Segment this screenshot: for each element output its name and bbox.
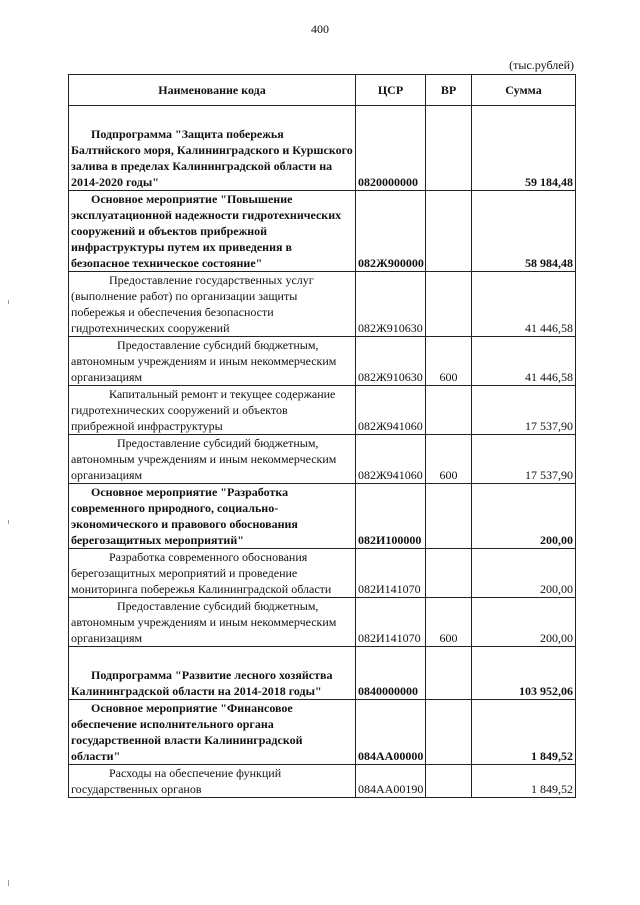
row-csr: 0840000000 (356, 647, 426, 700)
table-row (69, 337, 576, 386)
row-vr (426, 191, 472, 272)
row-name (69, 435, 356, 484)
row-name-text: Основное мероприятие "Финансовое обеспечение исполнительного органа государственной власти Калининградской области" (71, 701, 303, 763)
row-name (69, 191, 356, 272)
row-vr: 600 (426, 337, 472, 386)
row-sum: 1 849,52 (472, 700, 576, 765)
row-name (69, 700, 356, 765)
row-name-text: Предоставление субсидий бюджетным, автономным учреждениям и иным некоммерческим организациям (71, 436, 337, 482)
row-csr: 082Ж941060 (356, 386, 426, 435)
row-name (69, 386, 356, 435)
row-name-text: Основное мероприятие "Разработка современного природного, социально-экономического и правового обоснования берегозащитных мероприятий" (71, 485, 298, 547)
row-sum: 58 984,48 (472, 191, 576, 272)
row-vr (426, 647, 472, 700)
row-csr: 084АА00000 (356, 700, 426, 765)
row-name-text: Основное мероприятие "Повышение эксплуатационной надежности гидротехнических сооружений и объектов прибрежной инфраструктуры путем их приведения в безопасное техническое состояние" (71, 192, 342, 270)
row-csr: 082Ж910630 (356, 337, 426, 386)
row-name (69, 765, 356, 798)
row-vr (426, 700, 472, 765)
table-header-row (69, 75, 576, 106)
table-row (69, 484, 576, 549)
row-sum: 103 952,06 (472, 647, 576, 700)
page-number: 400 (311, 22, 329, 36)
row-name-text: Подпрограмма "Развитие лесного хозяйства Калининградской области на 2014-2018 годы" (71, 668, 333, 698)
row-csr: 082Ж910630 (356, 272, 426, 337)
row-name (69, 598, 356, 647)
row-csr: 082И141070 (356, 549, 426, 598)
row-vr (426, 549, 472, 598)
row-csr: 082Ж941060 (356, 435, 426, 484)
table-row (69, 700, 576, 765)
table-row (69, 549, 576, 598)
table-row (69, 272, 576, 337)
row-sum: 17 537,90 (472, 435, 576, 484)
row-name (69, 647, 356, 700)
row-sum: 200,00 (472, 484, 576, 549)
row-vr: 600 (426, 598, 472, 647)
row-name-text: Предоставление государственных услуг (выполнение работ) по организации защиты побережья и обеспечения безопасности гидротехнических сооружений (71, 273, 314, 335)
row-name-text: Разработка современного обоснования берегозащитных мероприятий и проведение мониторинга побережья Калининградской области (71, 550, 332, 596)
row-vr (426, 386, 472, 435)
row-csr: 084АА00190 (356, 765, 426, 798)
row-name-text: Подпрограмма "Защита побережья Балтийского моря, Калининградского и Куршского залива в пределах Калининградской области на 2014-2020 годы" (71, 127, 353, 189)
row-sum: 17 537,90 (472, 386, 576, 435)
row-name (69, 106, 356, 191)
table-row (69, 386, 576, 435)
row-vr (426, 765, 472, 798)
edge-mark (8, 300, 9, 304)
table-row (69, 435, 576, 484)
row-csr: 082Ж900000 (356, 191, 426, 272)
row-sum: 200,00 (472, 598, 576, 647)
row-sum: 41 446,58 (472, 337, 576, 386)
table-row (69, 765, 576, 798)
units-label: (тыс.рублей) (509, 58, 574, 72)
row-sum: 59 184,48 (472, 106, 576, 191)
edge-mark (8, 520, 9, 524)
row-csr: 082И141070 (356, 598, 426, 647)
table-row (69, 191, 576, 272)
header-name: Наименование кода (69, 75, 356, 106)
row-name (69, 549, 356, 598)
row-csr: 082И100000 (356, 484, 426, 549)
row-name (69, 337, 356, 386)
row-vr: 600 (426, 435, 472, 484)
header-vr: ВР (426, 75, 472, 106)
table-row (69, 598, 576, 647)
edge-mark (8, 880, 9, 886)
row-name (69, 484, 356, 549)
row-sum: 41 446,58 (472, 272, 576, 337)
row-csr: 0820000000 (356, 106, 426, 191)
row-vr (426, 272, 472, 337)
row-sum: 1 849,52 (472, 765, 576, 798)
table-row (69, 647, 576, 700)
budget-table (68, 74, 576, 798)
row-vr (426, 484, 472, 549)
header-csr: ЦСР (356, 75, 426, 106)
table-row (69, 106, 576, 191)
row-name-text: Капитальный ремонт и текущее содержание гидротехнических сооружений и объектов прибрежной инфраструктуры (71, 387, 336, 433)
row-name-text: Расходы на обеспечение функций государственных органов (71, 766, 282, 796)
row-vr (426, 106, 472, 191)
header-sum: Сумма (472, 75, 576, 106)
row-name (69, 272, 356, 337)
row-name-text: Предоставление субсидий бюджетным, автономным учреждениям и иным некоммерческим организациям (71, 338, 337, 384)
row-sum: 200,00 (472, 549, 576, 598)
row-name-text: Предоставление субсидий бюджетным, автономным учреждениям и иным некоммерческим организациям (71, 599, 337, 645)
